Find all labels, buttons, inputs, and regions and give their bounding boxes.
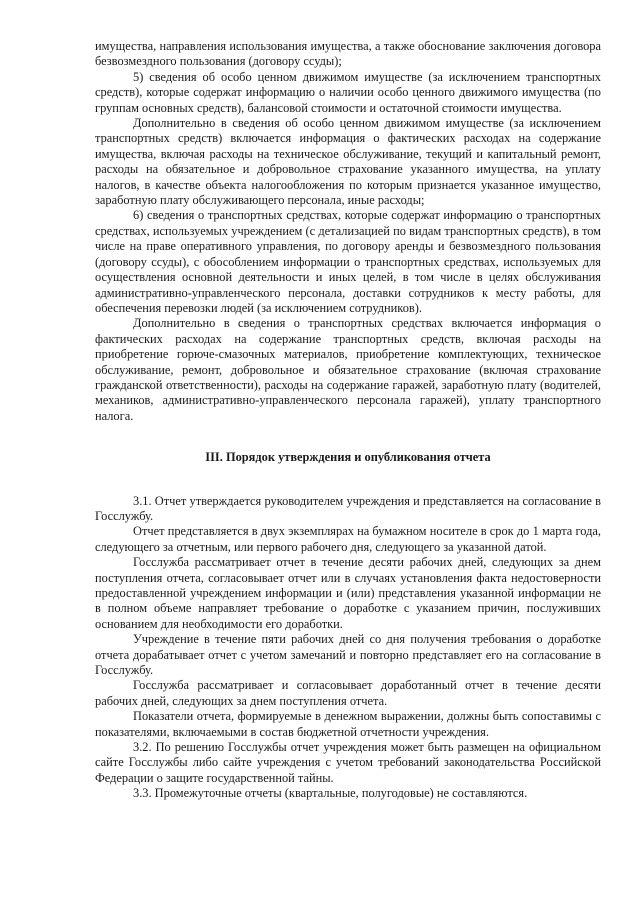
paragraph: 3.2. По решению Госслужбы отчет учреждения может быть размещен на официальном сайте Госслужбы либо сайте учреждения с учетом требований законодательства Российской Федерации о защите государственной тайны. (95, 740, 601, 785)
paragraph: имущества, направления использования имущества, а также обоснование заключения договора безвозмездного пользования (договору ссуды); (95, 39, 601, 69)
paragraph: Показатели отчета, формируемые в денежном выражении, должны быть сопоставимы с показателями, включаемыми в состав бюджетной отчетности учреждения. (95, 709, 601, 739)
section-heading: III. Порядок утверждения и опубликования отчета (205, 450, 491, 465)
paragraph: 5) сведения об особо ценном движимом имуществе (за исключением транспортных средств), которые содержат информацию о наличии особо ценного движимого имущества (по группам основных средств), балансовой стоимости и остаточной стоимости имущества. (95, 69, 601, 115)
paragraph: Госслужба рассматривает отчет в течение десяти рабочих дней, следующих за днем поступления отчета, согласовывает отчет или в случаях установления факта недостоверности предоставленной учреждением информации и (или) представления указанной информации не в полном объеме направляет требование о доработке с указанием причин, послуживших основанием для необходимости его доработки. (95, 555, 601, 631)
document-page (95, 39, 601, 802)
paragraph: Учреждение в течение пяти рабочих дней со дня получения требования о доработке отчета дорабатывает отчет с учетом замечаний и повторно представляет его на согласование в Госслужбу. (95, 632, 601, 678)
paragraph: 3.1. Отчет утверждается руководителем учреждения и представляется на согласование в Госслужбу. (95, 493, 601, 523)
paragraph: Дополнительно в сведения о транспортных средствах включается информация о фактических расходах на содержание транспортных средств, включая расходы на приобретение горюче-смазочных материалов, приобретение комплектующих, техническое обслуживание, ремонт, добровольное и обязательное страхование (включая страхование гражданской ответственности), расходы на содержание гаражей, заработную плату (водителей, механиков, административно-управленческого персонала гаражей), уплату транспортного налога. (95, 316, 601, 423)
paragraph: 3.3. Промежуточные отчеты (квартальные, полугодовые) не составляются. (133, 786, 528, 801)
paragraphs-after (95, 494, 601, 802)
paragraph: Отчет представляется в двух экземплярах на бумажном носителе в срок до 1 марта года, следующего за отчетным, или первого рабочего дня, следующего за указанной датой. (95, 524, 601, 554)
paragraph: Госслужба рассматривает и согласовывает доработанный отчет в течение десяти рабочих дней, следующих за днем поступления отчета. (95, 678, 601, 708)
paragraph: 6) сведения о транспортных средствах, которые содержат информацию о транспортных средствах, используемых учреждением (с детализацией по видам транспортных средств), в том числе на праве оперативного управления, по договору аренды и безвозмездного пользования (договору ссуды), с обособлением информации о транспортных средствах, используемых для осуществления основной деятельности и иных целей, в том числе в целях обслуживания административно-управленческого персонала, доставки сотрудников к месту работы, для обеспечения перевозки людей (за исключением сотрудников). (95, 208, 601, 315)
paragraphs-before (95, 39, 601, 424)
paragraph: Дополнительно в сведения об особо ценном движимом имуществе (за исключением транспортных средств) включается информация о фактических расходах на содержание имущества, включая расходы на техническое обслуживание, текущий и капитальный ремонт, расходы на обязательное и добровольное страхование указанного имущества, на уплату налогов, в качестве объекта налогообложения по которым признается указанное имущество, заработную плату обслуживающего персонала, иные расходы; (95, 116, 601, 208)
